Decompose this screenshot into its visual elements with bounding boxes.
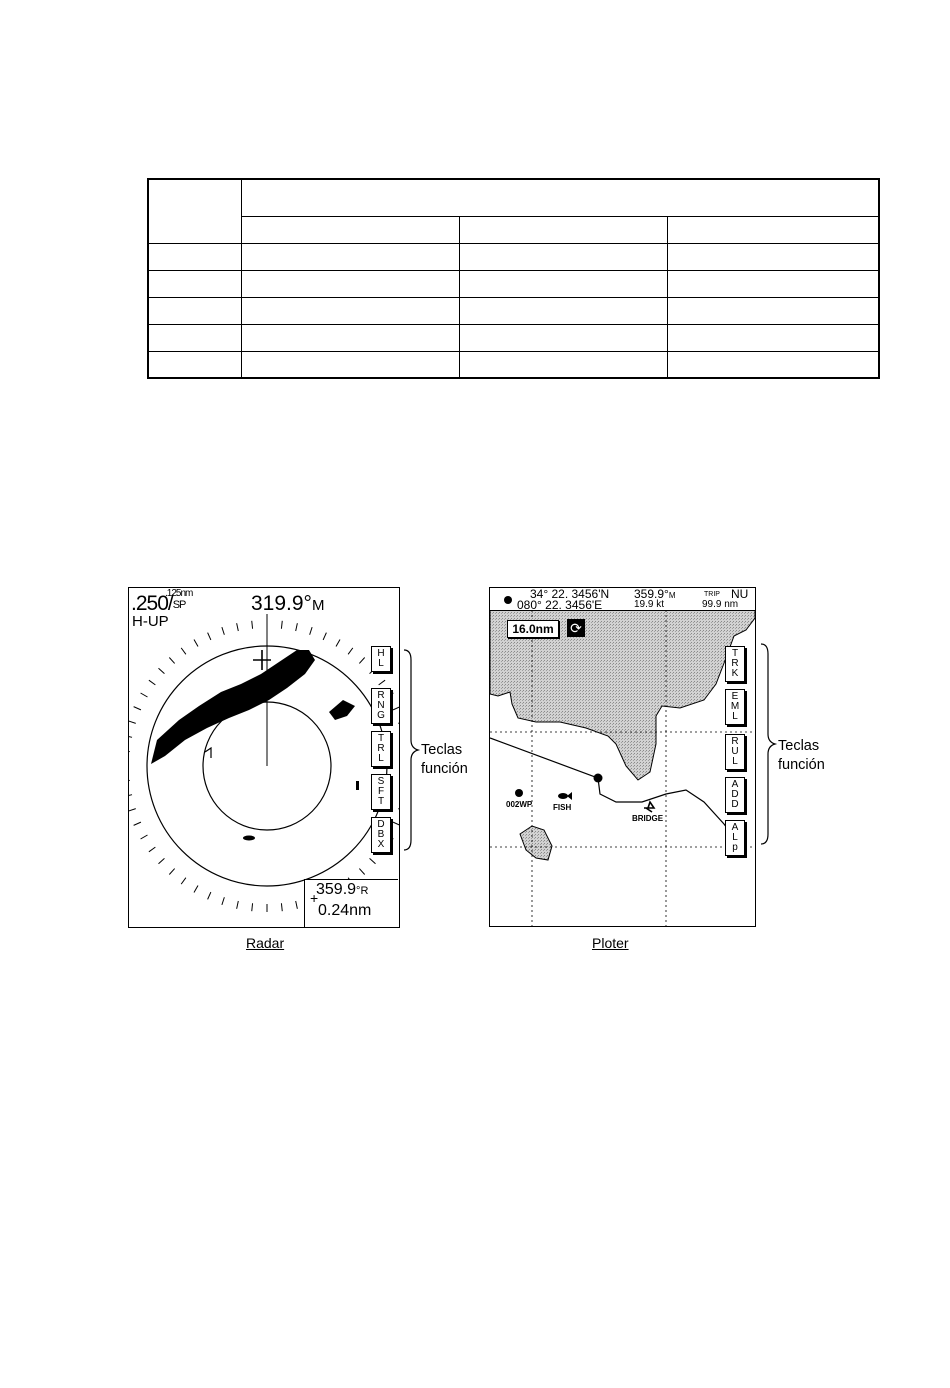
bearing-tick [336,640,340,647]
bearing-tick [222,897,224,905]
fkey-rng[interactable]: R N G [371,688,391,724]
table-cell [241,324,459,351]
bearing-tick [237,623,239,631]
fkey-alp[interactable]: A L p [725,820,745,856]
fkey-hl[interactable]: H L [371,646,391,672]
bearing-tick [310,627,312,635]
bearing-tick [134,707,141,710]
fkey-sft[interactable]: S F T [371,774,391,810]
table-cell [459,270,667,297]
bearing-tick [129,736,132,738]
bearing-tick [141,693,148,697]
bearing-tick [129,721,136,723]
bearing-tick [169,869,174,875]
bearing-tick [296,623,298,631]
table-cell [667,297,879,324]
orientation-mode: H-UP [132,613,169,630]
table-cell [459,324,667,351]
fish-tail [567,792,572,800]
heading-readout [251,592,324,616]
table-cell [241,216,459,243]
bearing-tick [359,658,364,664]
empty-table [147,178,880,379]
range-value: .250/ [131,592,173,615]
fkey-trk[interactable]: T R K [725,646,745,682]
orientation-code: NU [731,587,749,601]
table-cell [667,243,879,270]
bearing-tick [149,680,155,685]
chart-orientation-icon: ⟳ [567,619,585,637]
table-cell [241,351,459,378]
waypoint-label: 002WP [506,800,533,809]
bearing-tick [379,680,385,685]
plotter-caption: Ploter [592,935,629,951]
bearing-tick [296,901,298,909]
latitude: 34° 22. 3456'N [530,587,610,601]
radar-caption: Radar [246,935,285,951]
longitude: 080° 22. 3456'E [517,598,603,612]
fish-label: FISH [553,803,572,812]
trip-distance: 99.9 nm [702,599,739,610]
nav-data-header [490,588,755,611]
table-cell [148,324,241,351]
bearing-tick [149,847,155,852]
bearing-tick [129,751,130,752]
table-cell [148,297,241,324]
bearing-tick [169,658,174,664]
bearing-tick [252,903,253,911]
table-cell [459,297,667,324]
bearing-tick [141,835,148,839]
radar-echo-small [356,781,359,790]
bearing-tick [134,822,141,825]
fkey-trl[interactable]: T R L [371,731,391,767]
bearing-tick [281,903,282,911]
route-line [490,738,730,832]
bearing-tick [398,809,399,811]
bearing-tick [393,822,399,825]
table-cell [148,179,241,243]
plotter-screen [489,587,756,927]
table-cell [241,179,879,216]
bearing-tick [129,780,130,781]
wp-002-marker [515,789,523,797]
position-dot-icon [504,596,512,604]
table-cell [459,243,667,270]
table-cell [241,243,459,270]
bearing-tick [129,809,136,811]
fish-icon [558,793,568,799]
radar-brace-icon [402,648,422,854]
radar-fkeys-label: Teclas función [421,742,468,777]
bearing-tick [398,721,399,723]
cursor-bearing: 359.9°R [316,881,369,898]
table-cell [241,270,459,297]
range-sub: SP [172,599,186,611]
bearing-tick [393,707,399,710]
heading-unit: M [311,597,325,614]
bearing-tick [281,621,282,629]
bearing-tick [208,892,211,899]
table-cell [459,351,667,378]
bridge-icon [644,802,654,812]
bearing-tick [359,869,364,875]
table-cell [148,351,241,378]
bearing-tick [348,648,353,654]
radar-echo-marker [205,748,211,758]
heading-value: 319.9° [251,592,312,615]
cursor-readout [304,879,398,927]
table-cell [667,351,879,378]
fkey-dbx[interactable]: D B X [371,817,391,853]
waypoint-marker [594,774,603,783]
bearing: 359.9°M [634,587,676,601]
cursor-icon: + [310,890,319,906]
bearing-tick [370,858,376,863]
chart-map [490,588,755,926]
cursor-distance: 0.24nm [318,902,372,919]
radar-scope [129,588,399,927]
bearing-tick [181,648,186,654]
bearing-tick [208,633,211,640]
fkey-add[interactable]: A D D [725,777,745,813]
table-cell [667,270,879,297]
bearing-tick [129,795,132,797]
ring-interval: .125nm [165,588,193,599]
bearing-tick [237,901,239,909]
bearing-tick [181,878,186,884]
bearing-tick [252,621,253,629]
radar-echo-island [329,700,355,720]
fkey-rul[interactable]: R U L [725,734,745,770]
table-cell [241,297,459,324]
radar-echo-target [243,836,255,841]
table-cell [667,324,879,351]
bearing-tick [222,627,224,635]
bearing-tick [323,633,326,640]
bearing-tick [159,858,165,863]
speed: 19.9 kt [634,599,665,610]
table-cell [148,243,241,270]
fkey-eml[interactable]: E M L [725,689,745,725]
table-cell [459,216,667,243]
table-cell [148,270,241,297]
bridge-label: BRIDGE [632,814,664,823]
bearing-tick [194,640,198,647]
bearing-tick [159,668,165,673]
table-cell [667,216,879,243]
island [520,826,552,860]
bearing-scale-ticks [129,620,399,912]
trip-label: TRIP [704,591,720,598]
radar-screen [128,587,400,928]
plotter-brace-icon [759,642,779,848]
bearing-tick [194,886,198,893]
chart-scale: 16.0nm [507,620,559,638]
plotter-fkeys-label: Teclas función [778,738,825,773]
